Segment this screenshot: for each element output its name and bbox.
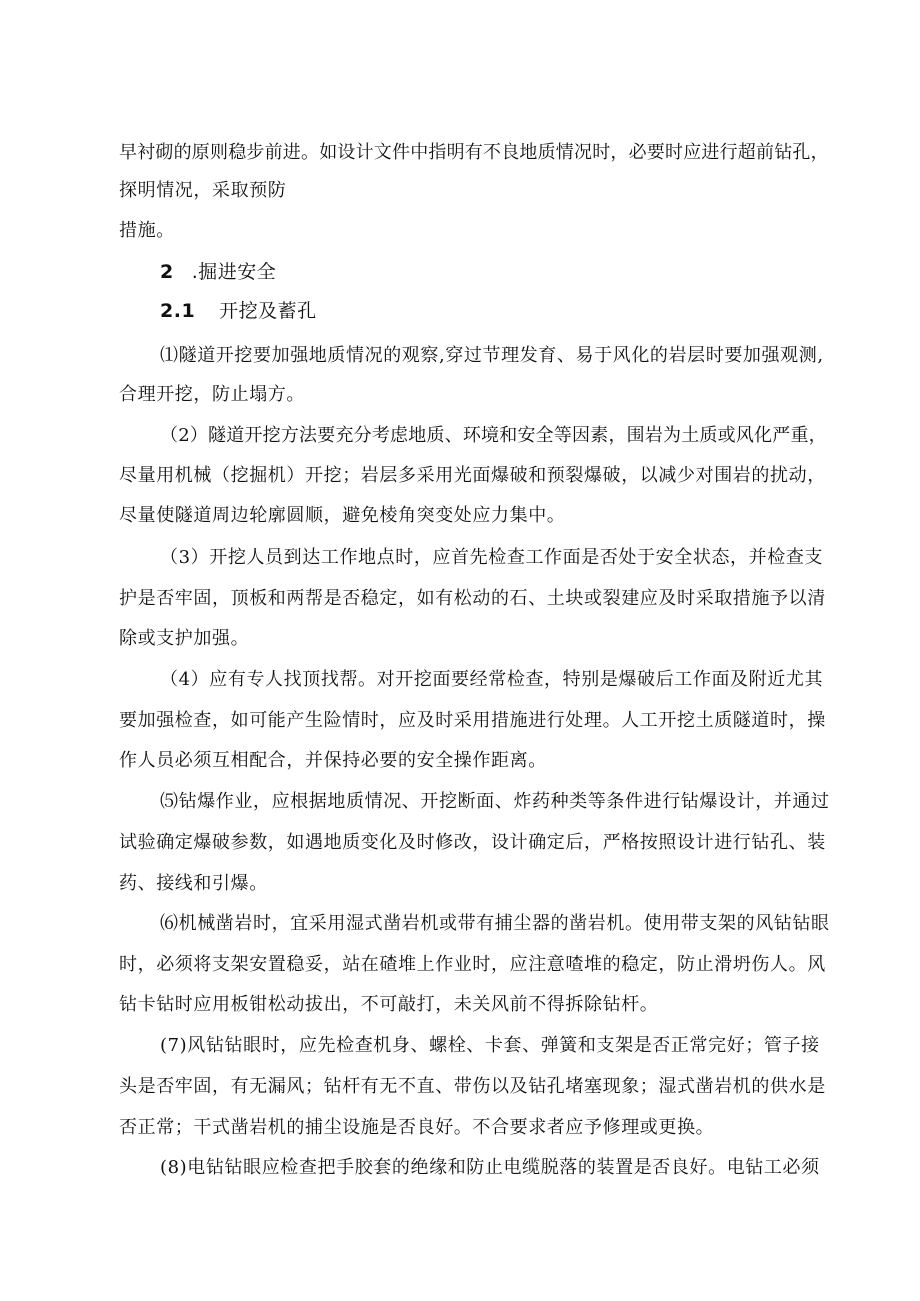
- paragraph-4-line-2: 要加强检查，如可能产生险情时，应及时采用措施进行处理。人工开挖土质隧道时，操: [119, 710, 826, 731]
- intro-line-1: 早衬砌的原则稳步前进。如设计文件中指明有不良地质情况时，必要时应进行超前钻孔，: [119, 142, 829, 163]
- paragraph-4-line-1: （4）应有专人找顶找帮。对开挖面要经常检查，特别是爆破后工作面及附近尤其: [160, 669, 824, 690]
- paragraph-4-line-3: 作人员必须互相配合，并保持必要的安全操作距离。: [119, 750, 547, 771]
- paragraph-2-line-3: 尽量使隧道周边轮廓圆顺，避免棱角突变处应力集中。: [119, 505, 566, 526]
- paragraph-3-line-1: （3）开挖人员到达工作地点时，应首先检查工作面是否处于安全状态，并检查支: [160, 547, 824, 568]
- paragraph-7-line-2: 头是否牢固，有无漏风；钻杆有无不直、带伤以及钻孔堵塞现象；湿式凿岩机的供水是: [119, 1076, 826, 1097]
- paragraph-8-line-1: (8)电钻钻眼应检查把手胶套的绝缘和防止电缆脱落的装置是否良好。电钻工必须: [160, 1157, 820, 1178]
- paragraph-5-line-1: ⑸钻爆作业，应根据地质情况、开挖断面、炸药种类等条件进行钻爆设计，并通过: [160, 791, 830, 812]
- paragraph-1-line-2: 合理开挖，防止塌方。: [119, 384, 305, 405]
- paragraph-6-line-3: 钻卡钻时应用板钳松动拔出，不可敲打，未关风前不得拆除钻杆。: [119, 994, 659, 1015]
- paragraph-3-line-3: 除或支护加强。: [119, 628, 250, 649]
- paragraph-2-line-2: 尽量用机械（挖掘机）开挖；岩层多采用光面爆破和预裂爆破，以减少对围岩的扰动，: [119, 465, 826, 486]
- intro-line-2: 探明情况，采取预防: [119, 180, 287, 201]
- paragraph-1-line-1: ⑴隧道开挖要加强地质情况的观察,穿过节理发育、易于风化的岩层时要加强观测,: [160, 345, 824, 366]
- paragraph-5-line-3: 药、接线和引爆。: [119, 873, 268, 894]
- section-title: .掘进安全: [191, 261, 277, 283]
- paragraph-6-line-1: ⑹机械凿岩时，宜采用湿式凿岩机或带有捕尘器的凿岩机。使用带支架的风钻钻眼: [160, 913, 830, 934]
- paragraph-6-line-2: 时，必须将支架安置稳妥，站在碴堆上作业时，应注意喳堆的稳定，防止滑坍伤人。风: [119, 954, 826, 975]
- subsection-heading: [160, 298, 317, 324]
- paragraph-5-line-2: 试验确定爆破参数，如遇地质变化及时修改，设计确定后，严格按照设计进行钻孔、装: [119, 832, 826, 853]
- subsection-number: 2.1: [160, 300, 196, 322]
- section-number: 2: [160, 261, 174, 283]
- subsection-title: 开挖及蓄孔: [219, 300, 317, 322]
- section-heading: [160, 259, 276, 285]
- paragraph-7-line-1: (7)风钻钻眼时，应先检查机身、螺栓、卡套、弹簧和支架是否正常完好；管子接: [160, 1035, 820, 1056]
- paragraph-2-line-1: （2）隧道开挖方法要充分考虑地质、环境和安全等因素，围岩为土质或风化严重，: [160, 425, 827, 446]
- intro-line-3: 措施。: [119, 220, 175, 241]
- paragraph-7-line-3: 否正常；干式凿岩机的捕尘设施是否良好。不合要求者应予修理或更换。: [119, 1117, 715, 1138]
- paragraph-3-line-2: 护是否牢固，顶板和两帮是否稳定，如有松动的石、土块或裂建应及时采取措施予以清: [119, 588, 826, 609]
